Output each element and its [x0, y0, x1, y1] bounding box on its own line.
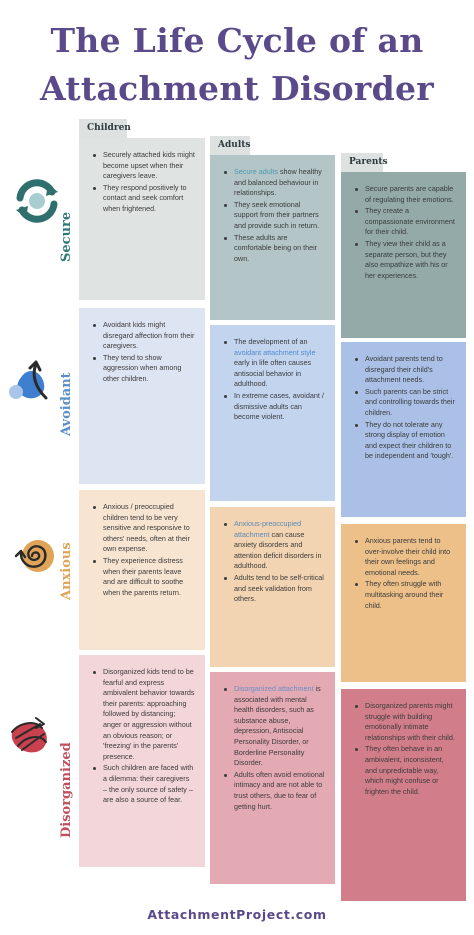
list-item: Anxious / preoccupied children tend to be very sensitive and responsive to others' needs, often at their own expense.: [89, 502, 195, 555]
row-label-anxious: Anxious: [59, 542, 74, 600]
highlight-text: Disorganized attachment: [234, 684, 314, 693]
row-label-disorganized: Disorganized: [59, 742, 74, 838]
list-item: They view their child as a separate person, but they also empathize with his or her experiences.: [351, 239, 456, 281]
list-item: The development of an avoidant attachment style early in life often causes antisocial behavior in adulthood.: [220, 337, 325, 390]
list-item: They often behave in an ambivalent, inconsistent, and unpredictable way, which might confuse or frighten the child.: [351, 744, 456, 797]
disorganized-adults-card: [210, 672, 335, 884]
secure-circular-arrows-icon: [12, 178, 62, 224]
list-item: Secure parents are capable of regulating their emotions.: [351, 184, 456, 205]
page-title-line-2: Attachment Disorder: [40, 69, 434, 108]
list-item: They do not tolerate any strong display of emotion and expect their children to be independent and 'tough'.: [351, 420, 456, 462]
list-item: They often struggle with multitasking around their child.: [351, 579, 456, 611]
anxious-parents-card: [341, 524, 466, 682]
disorganized-children-card: [79, 655, 205, 867]
secure-parents-card: [341, 172, 466, 338]
list-item: They tend to show aggression when among other children.: [89, 353, 195, 385]
list-item: Disorganized kids tend to be fearful and express ambivalent behavior towards their parents: approaching followed by distancing; anger or aggression without an obvious reason; or 'freezing' in the parents' presence.: [89, 667, 195, 762]
highlight-text: avoidant attachment style: [234, 347, 316, 357]
highlight-text: Anxious-preoccupied attachment: [234, 519, 302, 539]
list-item: Such parents can be strict and controlling towards their children.: [351, 387, 456, 419]
highlight-text: Secure adults: [234, 167, 278, 176]
column-header-parents: Parents: [341, 153, 383, 173]
list-item: Disorganized attachment is associated with mental health disorders, such as substance abuse, depression, Antisocial Personality Disorder, or Borderline Personality Disorder.: [220, 684, 325, 769]
anxious-spiral-icon: [8, 534, 58, 580]
list-item: Secure adults show healthy and balanced behaviour in relationships.: [220, 167, 325, 199]
secure-adults-card: [210, 155, 335, 320]
avoidant-parents-card: [341, 342, 466, 517]
row-label-avoidant: Avoidant: [59, 372, 74, 436]
list-item: Anxious-preoccupied attachment can cause anxiety disorders and attention deficit disorders in adulthood.: [220, 519, 325, 572]
list-item: Adults tend to be self-critical and seek validation from others.: [220, 573, 325, 605]
disorganized-parents-card: [341, 689, 466, 901]
list-item: Adults often avoid emotional intimacy and are not able to trust others, due to fear of getting hurt.: [220, 770, 325, 812]
list-item: They create a compassionate environment for their child.: [351, 206, 456, 238]
anxious-adults-card: [210, 507, 335, 667]
avoidant-children-card: [79, 308, 205, 484]
row-label-secure: Secure: [59, 211, 74, 262]
anxious-children-card: [79, 490, 205, 650]
list-item: Anxious parents tend to over-involve their child into their own feelings and emotional needs.: [351, 536, 456, 578]
list-item: Securely attached kids might become upset when their caregivers leave.: [89, 150, 195, 182]
list-item: Avoidant kids might disregard affection from their caregivers.: [89, 320, 195, 352]
list-item: These adults are comfortable being on their own.: [220, 233, 325, 265]
column-header-children: Children: [79, 119, 127, 139]
page-title-line-1: The Life Cycle of an: [50, 21, 424, 60]
footer-site-link[interactable]: AttachmentProject.com: [147, 907, 327, 922]
disorganized-scribble-icon: [6, 712, 54, 758]
list-item: Such children are faced with a dilemma: their caregivers – the only source of safety – are also a source of fear.: [89, 763, 195, 805]
secure-children-card: [79, 138, 205, 300]
list-item: They seek emotional support from their partners and provide such in return.: [220, 200, 325, 232]
avoidant-adults-card: [210, 325, 335, 501]
list-item: Avoidant parents tend to disregard their child's attachment needs.: [351, 354, 456, 386]
column-header-adults: Adults: [210, 136, 250, 156]
list-item: Disorganized parents might struggle with building emotionally intimate relationships with their child.: [351, 701, 456, 743]
avoidant-arrow-icon: [6, 356, 54, 404]
list-item: In extreme cases, avoidant / dismissive adults can become violent.: [220, 391, 325, 423]
list-item: They respond positively to contact and seek comfort when frightened.: [89, 183, 195, 215]
list-item: They experience distress when their parents leave and are difficult to soothe when the parents return.: [89, 556, 195, 598]
